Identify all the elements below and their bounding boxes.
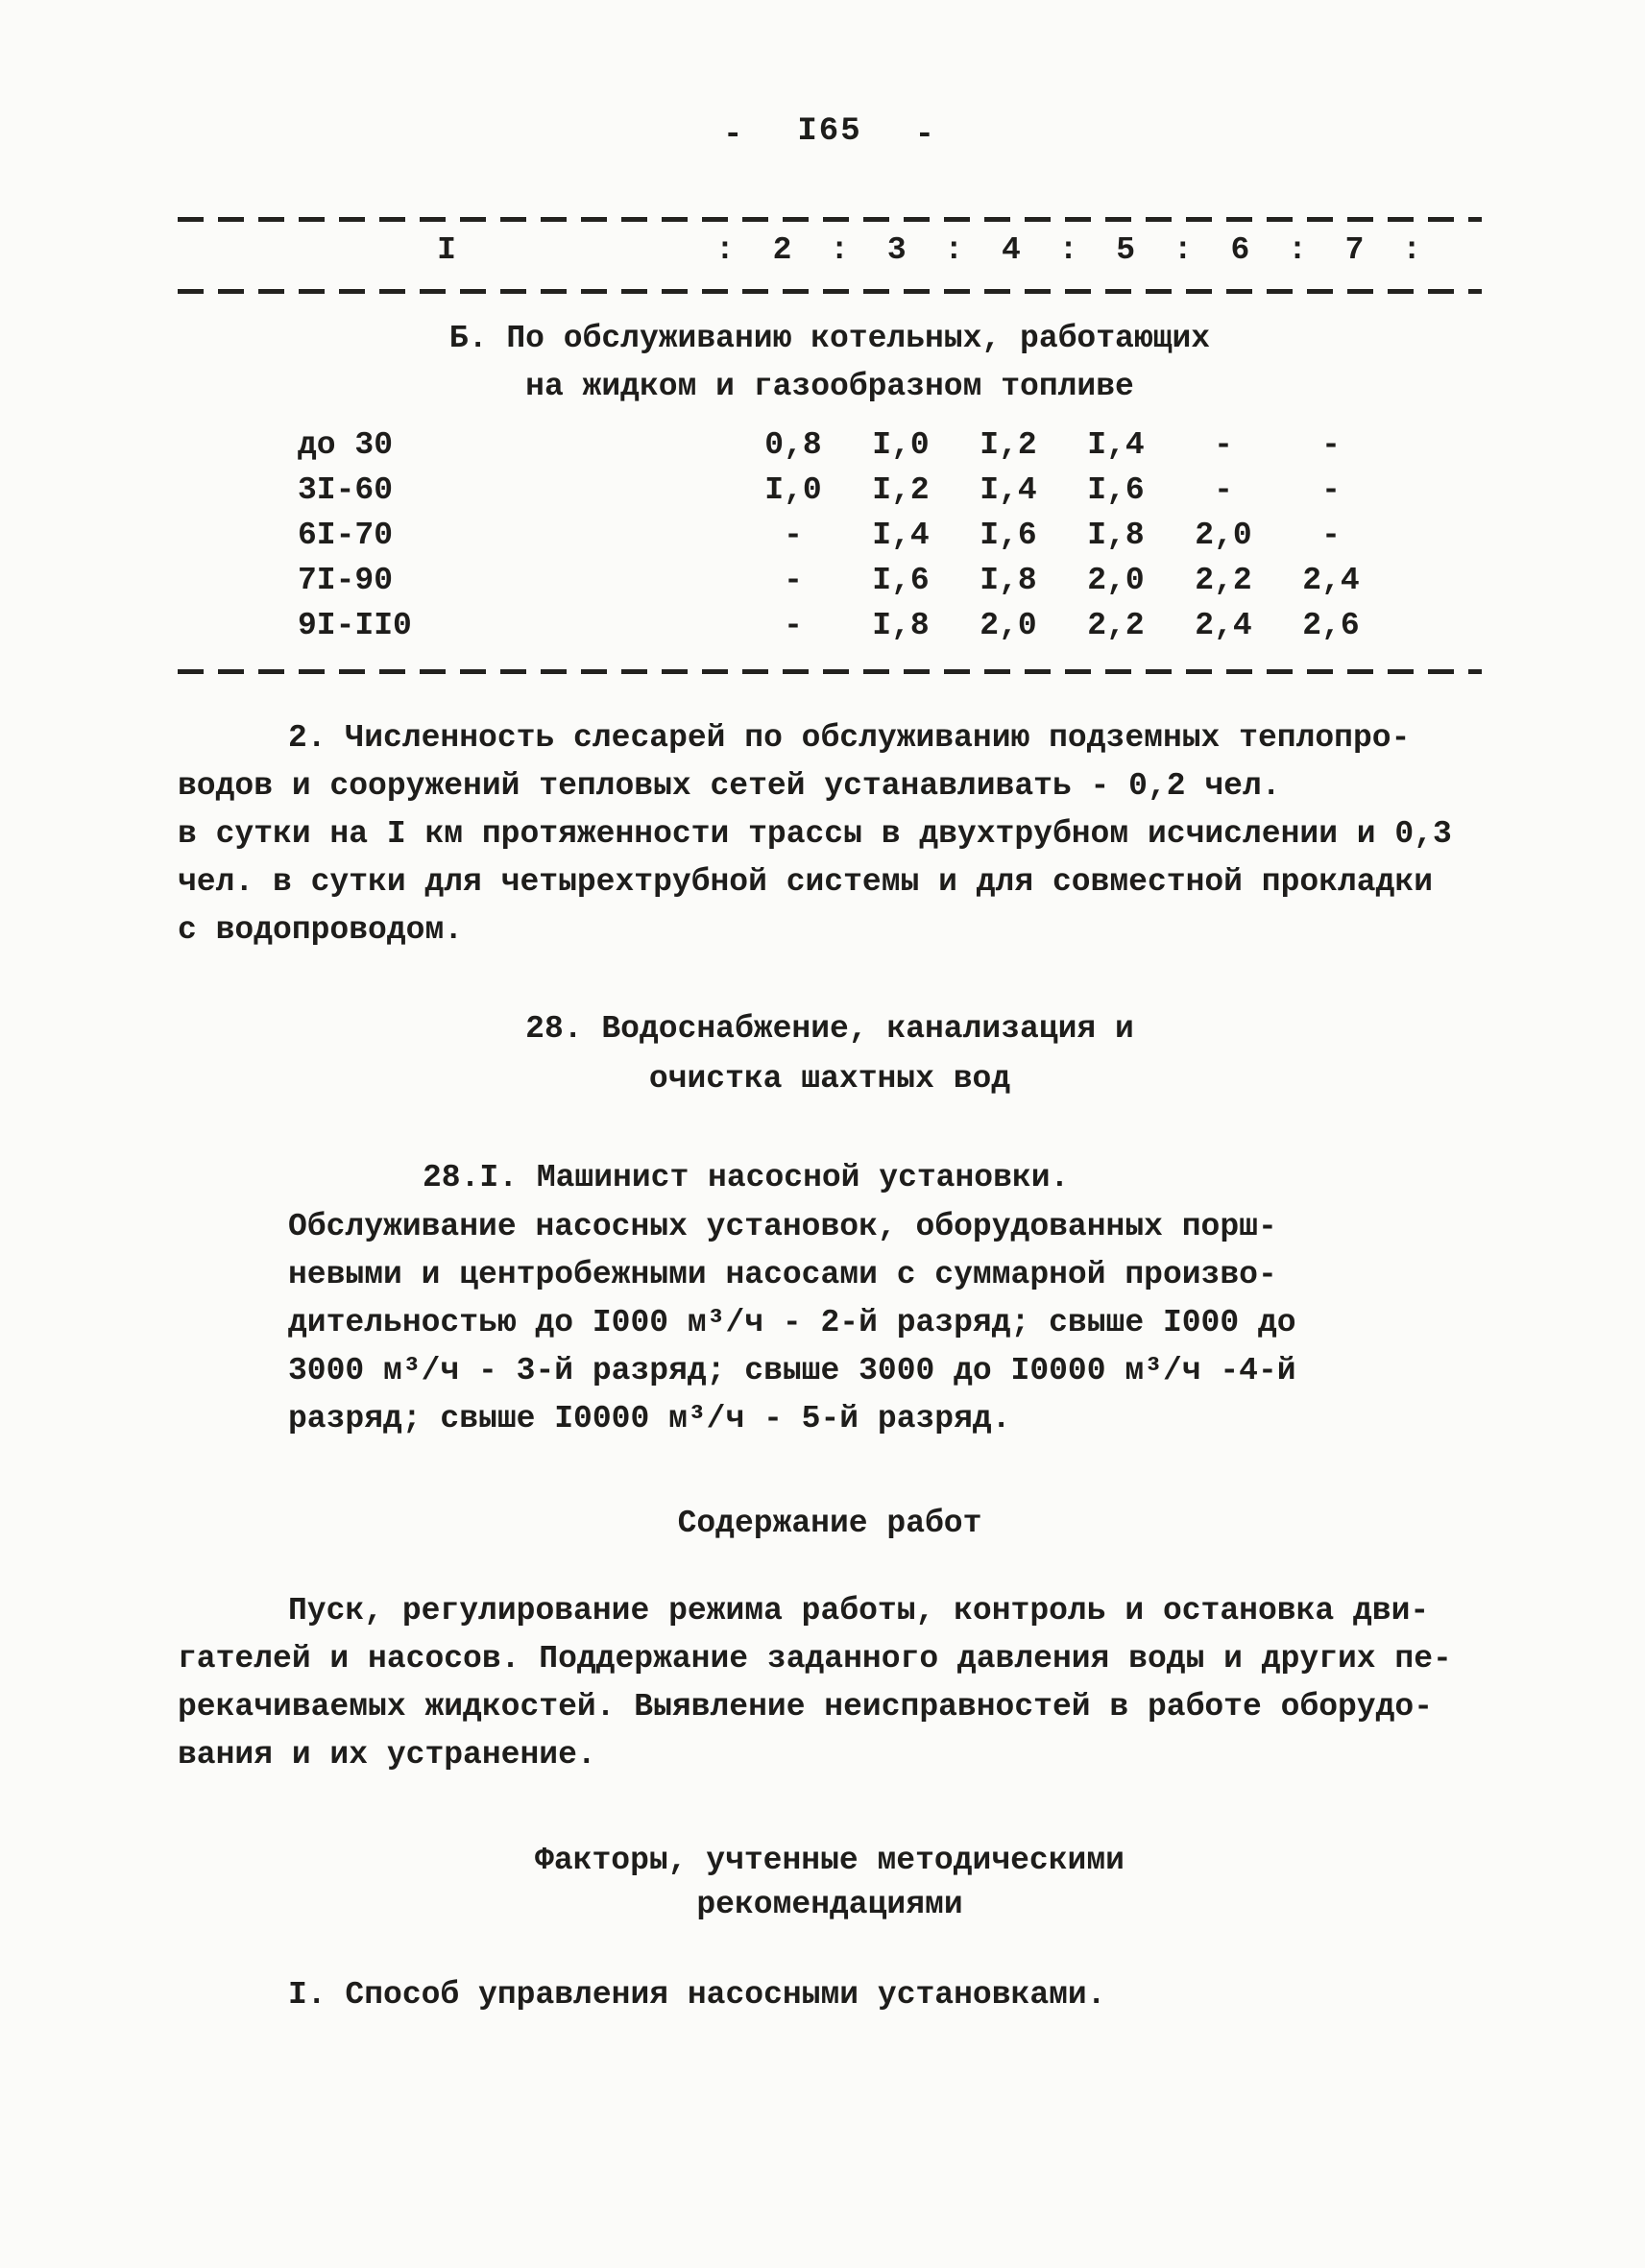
page-number-left-dash: - xyxy=(722,117,745,154)
paragraph-line: в сутки на I км протяженности трассы в двухтрубном исчислении и 0,3 xyxy=(178,816,1452,852)
paragraph-line: гателей и насосов. Поддержание заданного давления воды и других пе- xyxy=(178,1641,1452,1677)
table-row xyxy=(178,603,1482,648)
cell-value: - xyxy=(784,518,803,553)
row-label: 9I-II0 xyxy=(298,608,412,643)
paragraph-line: 3000 м³/ч - 3-й разряд; свыше 3000 до I0000 м³/ч -4-й xyxy=(288,1353,1296,1388)
cell-value: - xyxy=(1321,427,1341,463)
cell-value: - xyxy=(1321,518,1341,553)
cell-value: 2,6 xyxy=(1302,608,1360,643)
paragraph-line: Обслуживание насосных установок, оборудованных порш- xyxy=(288,1209,1277,1244)
table-row xyxy=(178,468,1482,513)
cell-value: - xyxy=(1214,472,1233,508)
cell-value: 0,8 xyxy=(764,427,822,463)
row-label: 7I-90 xyxy=(298,563,394,598)
section-b-title-line2: на жидком и газообразном топливе xyxy=(525,369,1134,404)
work-content-heading: Содержание работ xyxy=(677,1506,982,1541)
cell-value: I,8 xyxy=(872,608,930,643)
paragraph-line: с водопроводом. xyxy=(178,912,464,948)
cell-value: - xyxy=(784,563,803,598)
cell-value: 2,4 xyxy=(1195,608,1252,643)
cell-value: I,8 xyxy=(980,563,1037,598)
column-header-1: I xyxy=(437,231,456,268)
paragraph-line: дительностью до I000 м³/ч - 2-й разряд; свыше I000 до xyxy=(288,1305,1296,1340)
section-28-heading-line2: очистка шахтных вод xyxy=(648,1061,1011,1097)
paragraph-line: вания и их устранение. xyxy=(178,1737,596,1773)
clause-28-1: 28.I. Машинист насосной установки. xyxy=(423,1160,1070,1195)
table-row xyxy=(178,558,1482,603)
cell-value: I,2 xyxy=(872,472,930,508)
table-body xyxy=(178,422,1482,648)
table-mid-rule xyxy=(178,289,1482,294)
column-headers-2-7: : 2 : 3 : 4 : 5 : 6 : 7 : xyxy=(715,231,1432,268)
cell-value: I,0 xyxy=(764,472,822,508)
paragraph-line: чел. в сутки для четырехтрубной системы и для совместной прокладки xyxy=(178,864,1434,900)
paragraph-line: Пуск, регулирование режима работы, контроль и остановка дви- xyxy=(288,1593,1430,1629)
cell-value: I,0 xyxy=(872,427,930,463)
pump-operator-description xyxy=(288,1203,1482,1443)
row-label: 6I-70 xyxy=(298,518,394,553)
paragraph-line: рекачиваемых жидкостей. Выявление неисправностей в работе оборудо- xyxy=(178,1689,1434,1725)
cell-value: I,2 xyxy=(980,427,1037,463)
table-row xyxy=(178,513,1482,558)
cell-value: 2,2 xyxy=(1195,563,1252,598)
cell-value: 2,4 xyxy=(1302,563,1360,598)
section-28-heading-line1: 28. Водоснабжение, канализация и xyxy=(525,1011,1134,1047)
factor-item-1: I. Способ управления насосными установками. xyxy=(288,1977,1106,2013)
cell-value: I,4 xyxy=(872,518,930,553)
cell-value: - xyxy=(1214,427,1233,463)
cell-value: I,6 xyxy=(1087,472,1145,508)
factors-heading xyxy=(178,1839,1482,1927)
work-content-paragraph xyxy=(178,1587,1482,1779)
table-row xyxy=(178,422,1482,468)
paragraph-line: разряд; свыше I0000 м³/ч - 5-й разряд. xyxy=(288,1401,1011,1436)
cell-value: I,4 xyxy=(1087,427,1145,463)
row-label: 3I-60 xyxy=(298,472,394,508)
paragraph-line: невыми и центробежными насосами с суммарной произво- xyxy=(288,1257,1277,1292)
cell-value: I,6 xyxy=(872,563,930,598)
section-b-title-line1: Б. По обслуживанию котельных, работающих xyxy=(448,321,1211,356)
table-header-row xyxy=(178,222,1482,277)
page-number xyxy=(178,113,1482,154)
section-b-title xyxy=(178,315,1482,411)
cell-value: 2,0 xyxy=(1195,518,1252,553)
cell-value: 2,0 xyxy=(980,608,1037,643)
staffing-table xyxy=(178,217,1482,674)
cell-value: 2,0 xyxy=(1087,563,1145,598)
factors-heading-line1: Факторы, учтенные методическими xyxy=(535,1843,1125,1878)
cell-value: - xyxy=(1321,472,1341,508)
cell-value: 2,2 xyxy=(1087,608,1145,643)
table-bottom-rule xyxy=(178,669,1482,674)
paragraph-line: водов и сооружений тепловых сетей устанавливать - 0,2 чел. xyxy=(178,768,1281,804)
page-number-right-dash: - xyxy=(914,117,937,154)
section-28-heading xyxy=(178,1004,1482,1104)
factors-heading-line2: рекомендациями xyxy=(696,1887,963,1922)
cell-value: I,4 xyxy=(980,472,1037,508)
paragraph-line: 2. Численность слесарей по обслуживанию подземных теплопро- xyxy=(288,720,1411,756)
page-number-value: I65 xyxy=(797,113,862,150)
cell-value: I,8 xyxy=(1087,518,1145,553)
row-label: до 30 xyxy=(298,427,394,463)
cell-value: - xyxy=(784,608,803,643)
paragraph-2 xyxy=(178,714,1482,954)
cell-value: I,6 xyxy=(980,518,1037,553)
